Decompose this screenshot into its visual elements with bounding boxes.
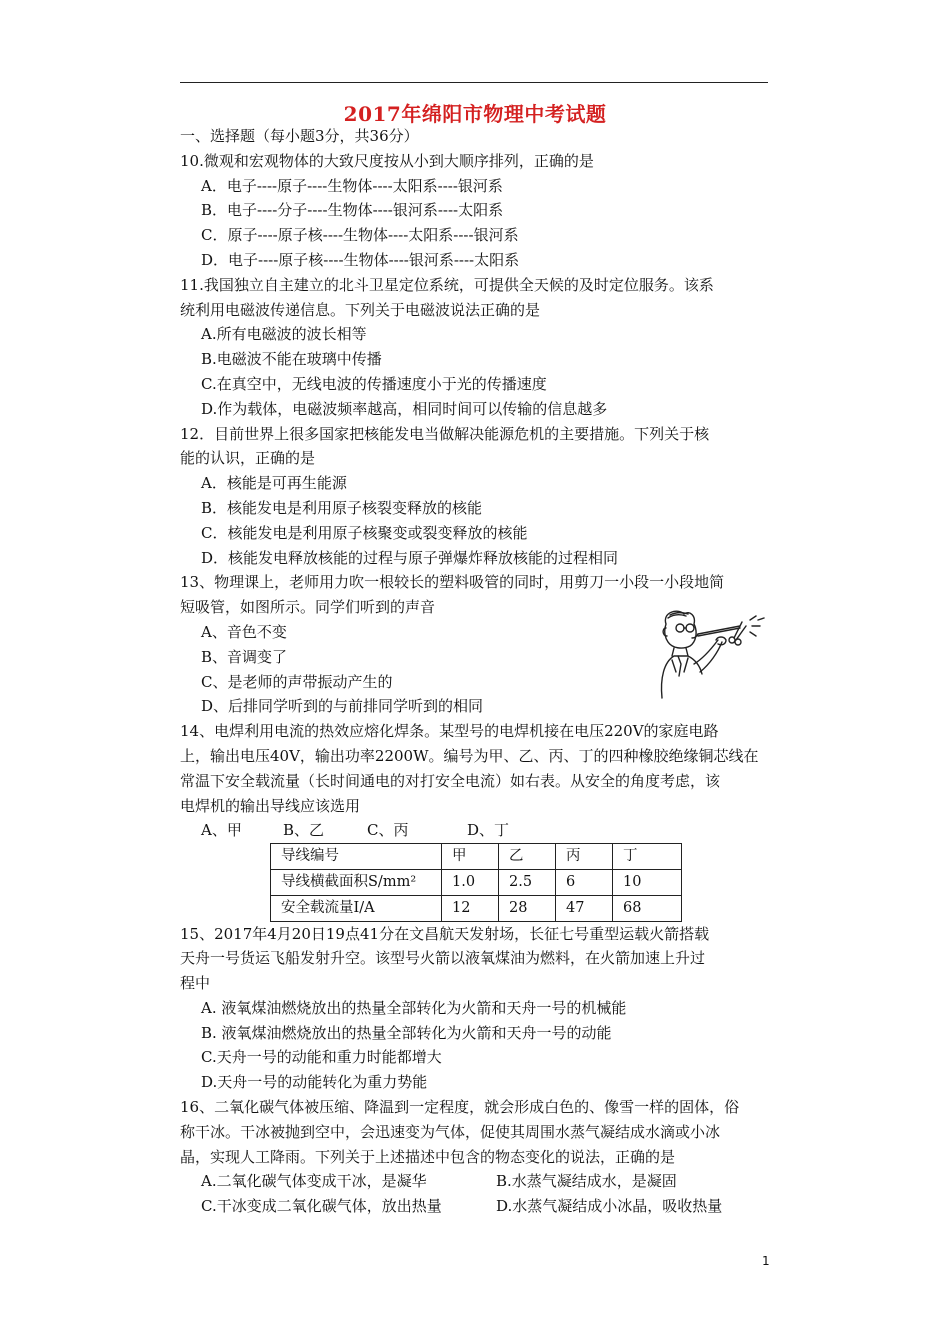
- page-number: 1: [762, 1254, 770, 1268]
- q14-option-d: D、丁: [467, 821, 510, 840]
- q12-option-a: A．核能是可再生能源: [201, 474, 347, 493]
- q15-option-c: C.天舟一号的动能和重力时能都增大: [201, 1048, 442, 1067]
- q14-stem-line4: 电焊机的输出导线应该选用: [180, 796, 361, 815]
- table-cell: 6: [556, 869, 613, 895]
- table-cell: 47: [556, 895, 613, 921]
- table-cell: 乙: [499, 844, 556, 870]
- q16-options-row1: [180, 1169, 770, 1194]
- table-cell: 导线横截面积S/mm²: [271, 869, 442, 895]
- q12-option-b: B．核能发电是利用原子核裂变释放的核能: [201, 498, 483, 517]
- q14-option-a: A、甲: [201, 821, 242, 840]
- q10-stem: 10.微观和宏观物体的大致尺度按从小到大顺序排列，正确的是: [180, 151, 594, 170]
- q14-stem-line2: 上，输出电压40V，输出功率2200W。编号为甲、乙、丙、丁的四种橡胶绝缘铜芯线在: [180, 746, 759, 765]
- q14-stem-line1: 14、电焊利用电流的热效应熔化焊条。某型号的电焊机接在电压220V的家庭电路: [180, 722, 719, 741]
- table-cell: 丙: [556, 844, 613, 870]
- q14-stem-line3: 常温下安全载流量（长时间通电的对打安全电流）如右表。从安全的角度考虑，该: [180, 771, 721, 790]
- q13-stem-line1: 13、物理课上，老师用力吹一根较长的塑料吸管的同时，用剪刀一小段一小段地简: [180, 573, 725, 592]
- q16-stem-line2: 称干冰。干冰被抛到空中，会迅速变为气体，促使其周围水蒸气凝结成水滴或小冰: [180, 1122, 721, 1141]
- q15-stem-line2: 天舟一号货运飞船发射升空。该型号火箭以液氧煤油为燃料，在火箭加速上升过: [180, 949, 706, 968]
- teacher-straw-illustration: [648, 606, 768, 702]
- q16-option-a: A.二氧化碳气体变成干冰，是凝华: [201, 1172, 427, 1191]
- exam-title: 2017年绵阳市物理中考试题: [343, 102, 607, 126]
- q15-stem-line3: 程中: [180, 974, 211, 993]
- q14-option-b: B、乙: [283, 821, 325, 840]
- q12-stem-line2: 能的认识，正确的是: [180, 449, 316, 468]
- q14-options-row: [180, 818, 770, 843]
- q13-option-a: A、音色不变: [201, 622, 287, 641]
- table-cell: 68: [613, 895, 682, 921]
- q13-option-c: C、是老师的声带振动产生的: [201, 672, 393, 691]
- q16-stem-line3: 晶，实现人工降雨。下列关于上述描述中包含的物态变化的说法，正确的是: [180, 1147, 676, 1166]
- q11-option-c: C.在真空中，无线电波的传播速度小于光的传播速度: [201, 374, 547, 393]
- q15-option-b: B. 液氧煤油燃烧放出的热量全部转化为火箭和天舟一号的动能: [201, 1023, 612, 1042]
- table-cell: 12: [442, 895, 499, 921]
- table-cell: 安全载流量I/A: [271, 895, 442, 921]
- q15-option-a: A. 液氧煤油燃烧放出的热量全部转化为火箭和天舟一号的机械能: [201, 998, 627, 1017]
- table-cell: 2.5: [499, 869, 556, 895]
- q16-options-row2: [180, 1194, 770, 1219]
- q12-option-c: C．核能发电是利用原子核聚变或裂变释放的核能: [201, 523, 528, 542]
- q11-stem-line2: 统利用电磁波传递信息。下列关于电磁波说法正确的是: [180, 300, 541, 319]
- q16-option-b: B.水蒸气凝结成水，是凝固: [496, 1172, 677, 1191]
- q10-option-a: A．电子----原子----生物体----太阳系----银河系: [201, 176, 503, 195]
- q15-stem-line1: 15、2017年4月20日19点41分在文昌航天发射场，长征七号重型运载火箭搭载: [180, 924, 710, 943]
- table-cell: 28: [499, 895, 556, 921]
- table-cell: 导线编号: [271, 844, 442, 870]
- header-rule: [180, 82, 768, 83]
- q16-option-d: D.水蒸气凝结成小冰晶，吸收热量: [496, 1197, 723, 1216]
- q11-stem-line1: 11.我国独立自主建立的北斗卫星定位系统，可提供全天候的及时定位服务。该系: [180, 275, 714, 294]
- table-row: [271, 869, 682, 895]
- q11-option-b: B.电磁波不能在玻璃中传播: [201, 350, 382, 369]
- q14-option-c: C、丙: [367, 821, 409, 840]
- q16-option-c: C.干冰变成二氧化碳气体，放出热量: [201, 1197, 442, 1216]
- q13-option-b: B、音调变了: [201, 647, 288, 666]
- q13-option-d: D、后排同学听到的与前排同学听到的相同: [201, 697, 484, 716]
- q12-stem-line1: 12．目前世界上很多国家把核能发电当做解决能源危机的主要措施。下列关于核: [180, 424, 710, 443]
- q10-option-c: C．原子----原子核----生物体----太阳系----银河系: [201, 226, 519, 245]
- table-row: [271, 844, 682, 870]
- table-cell: 甲: [442, 844, 499, 870]
- q16-stem-line1: 16、二氧化碳气体被压缩、降温到一定程度，就会形成白色的、像雪一样的固体，俗: [180, 1098, 740, 1117]
- q12-option-d: D．核能发电释放核能的过程与原子弹爆炸释放核能的过程相同: [201, 548, 619, 567]
- q15-option-d: D.天舟一号的动能转化为重力势能: [201, 1073, 428, 1092]
- table-cell: 丁: [613, 844, 682, 870]
- q10-option-d: D．电子----原子核----生物体----银河系----太阳系: [201, 250, 520, 269]
- q11-option-d: D.作为载体，电磁波频率越高，相同时间可以传输的信息越多: [201, 399, 608, 418]
- q11-option-a: A.所有电磁波的波长相等: [201, 325, 367, 344]
- q10-option-b: B．电子----分子----生物体----银河系----太阳系: [201, 201, 504, 220]
- q13-stem-line2: 短吸管，如图所示。同学们听到的声音: [180, 598, 436, 617]
- table-cell: 1.0: [442, 869, 499, 895]
- table-row: [271, 895, 682, 921]
- wire-spec-table: [270, 843, 682, 921]
- section-heading: 一、选择题（每小题3分，共36分）: [180, 127, 419, 145]
- table-cell: 10: [613, 869, 682, 895]
